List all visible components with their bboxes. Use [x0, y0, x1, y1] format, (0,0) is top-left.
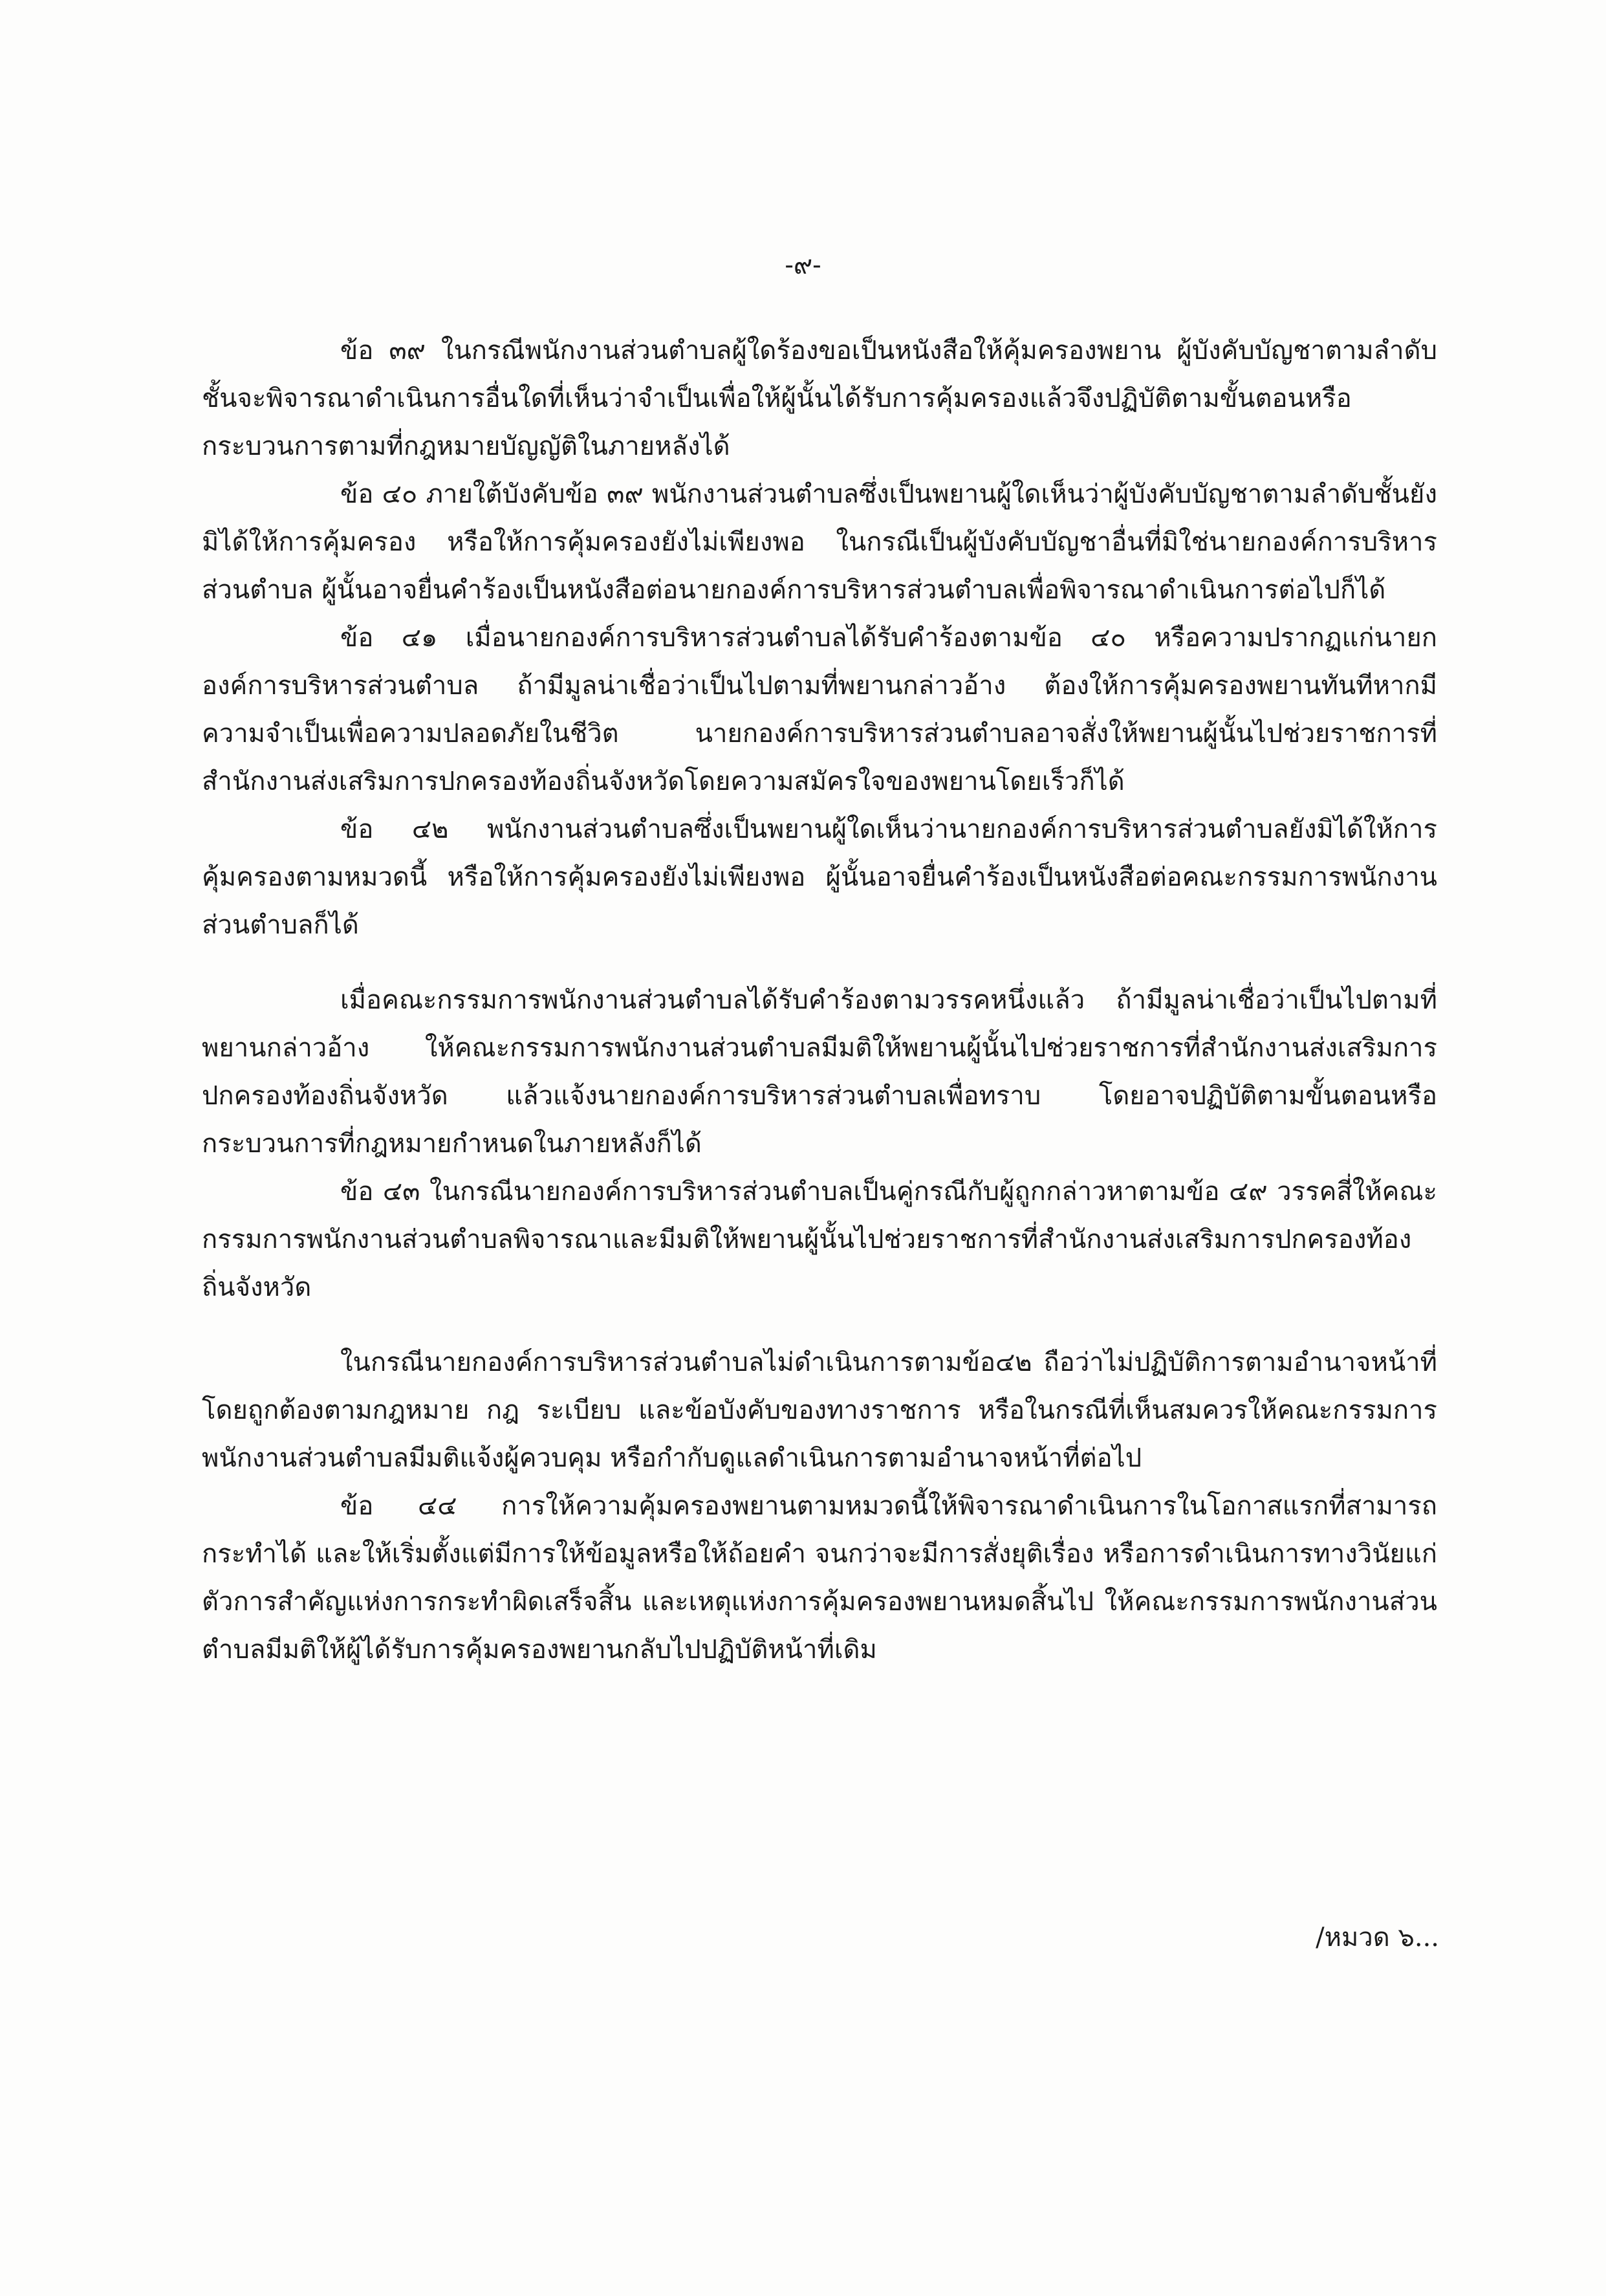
paragraph-clause-39: ข้อ ๓๙ ในกรณีพนักงานส่วนตำบลผู้ใดร้องขอเป็นหนังสือให้คุ้มครองพยาน ผู้บังคับบัญชาตามลำดับชั้นจะพิจารณาดำเนินการอื่นใดที่เห็นว่าจำเป็นเพื่อให้ผู้นั้นได้รับการคุ้มครองแล้วจึงปฏิบัติตามขั้นตอนหรือกระบวนการตามที่กฎหมายบัญญัติในภายหลังได้: [202, 336, 1437, 461]
document-body: [202, 327, 1437, 1674]
paragraph-clause-42-second: เมื่อคณะกรรมการพนักงานส่วนตำบลได้รับคำร้องตามวรรคหนึ่งแล้ว ถ้ามีมูลน่าเชื่อว่าเป็นไปตามที่พยานกล่าวอ้าง ให้คณะกรรมการพนักงานส่วนตำบลมีมติให้พยานผู้นั้นไปช่วยราชการที่สำนักงานส่งเสริมการปกครองท้องถิ่นจังหวัด แล้วแจ้งนายกองค์การบริหารส่วนตำบลเพื่อทราบ โดยอาจปฏิบัติตามขั้นตอนหรือกระบวนการที่กฎหมายกำหนดในภายหลังก็ได้: [202, 985, 1437, 1159]
paragraph-clause-43: ข้อ ๔๓ ในกรณีนายกองค์การบริหารส่วนตำบลเป็นคู่กรณีกับผู้ถูกกล่าวหาตามข้อ ๔๙ วรรคสี่ให้คณะกรรมการพนักงานส่วนตำบลพิจารณาและมีมติให้พยานผู้นั้นไปช่วยราชการที่สำนักงานส่งเสริมการปกครองท้องถิ่นจังหวัด: [202, 1177, 1437, 1302]
paragraph-clause-43-second: ในกรณีนายกองค์การบริหารส่วนตำบลไม่ดำเนินการตามข้อ๔๒ ถือว่าไม่ปฏิบัติการตามอำนาจหน้าที่โดยถูกต้องตามกฎหมาย กฎ ระเบียบ และข้อบังคับของทางราชการ หรือในกรณีที่เห็นสมควรให้คณะกรรมการพนักงานส่วนตำบลมีมติแจ้งผู้ควบคุม หรือกำกับดูแลดำเนินการตามอำนาจหน้าที่ต่อไป: [202, 1348, 1437, 1473]
page-number: -๙-: [785, 250, 821, 280]
paragraph-clause-42: ข้อ ๔๒ พนักงานส่วนตำบลซึ่งเป็นพยานผู้ใดเห็นว่านายกองค์การบริหารส่วนตำบลยังมิได้ให้การคุ้มครองตามหมวดนี้ หรือให้การคุ้มครองยังไม่เพียงพอ ผู้นั้นอาจยื่นคำร้องเป็นหนังสือต่อคณะกรรมการพนักงานส่วนตำบลก็ได้: [202, 815, 1437, 940]
paragraph-clause-40: ข้อ ๔๐ ภายใต้บังคับข้อ ๓๙ พนักงานส่วนตำบลซึ่งเป็นพยานผู้ใดเห็นว่าผู้บังคับบัญชาตามลำดับชั้นยังมิได้ให้การคุ้มครอง หรือให้การคุ้มครองยังไม่เพียงพอ ในกรณีเป็นผู้บังคับบัญชาอื่นที่มิใช่นายกองค์การบริหารส่วนตำบล ผู้นั้นอาจยื่นคำร้องเป็นหนังสือต่อนายกองค์การบริหารส่วนตำบลเพื่อพิจารณาดำเนินการต่อไปก็ได้: [202, 479, 1437, 605]
continuation-marker: /หมวด ๖...: [1316, 1923, 1439, 1952]
paragraph-clause-44: ข้อ ๔๔ การให้ความคุ้มครองพยานตามหมวดนี้ให้พิจารณาดำเนินการในโอกาสแรกที่สามารถกระทำได้ และให้เริ่มตั้งแต่มีการให้ข้อมูลหรือให้ถ้อยคำ จนกว่าจะมีการสั่งยุติเรื่อง หรือการดำเนินการทางวินัยแก่ตัวการสำคัญแห่งการกระทำผิดเสร็จสิ้น และเหตุแห่งการคุ้มครองพยานหมดสิ้นไป ให้คณะกรรมการพนักงานส่วนตำบลมีมติให้ผู้ได้รับการคุ้มครองพยานกลับไปปฏิบัติหน้าที่เดิม: [202, 1491, 1437, 1665]
paragraph-clause-41: ข้อ ๔๑ เมื่อนายกองค์การบริหารส่วนตำบลได้รับคำร้องตามข้อ ๔๐ หรือความปรากฏแก่นายกองค์การบริหารส่วนตำบล ถ้ามีมูลน่าเชื่อว่าเป็นไปตามที่พยานกล่าวอ้าง ต้องให้การคุ้มครองพยานทันทีหากมีความจำเป็นเพื่อความปลอดภัยในชีวิต นายกองค์การบริหารส่วนตำบลอาจสั่งให้พยานผู้นั้นไปช่วยราชการที่สำนักงานส่งเสริมการปกครองท้องถิ่นจังหวัดโดยความสมัครใจของพยานโดยเร็วก็ได้: [202, 623, 1437, 796]
